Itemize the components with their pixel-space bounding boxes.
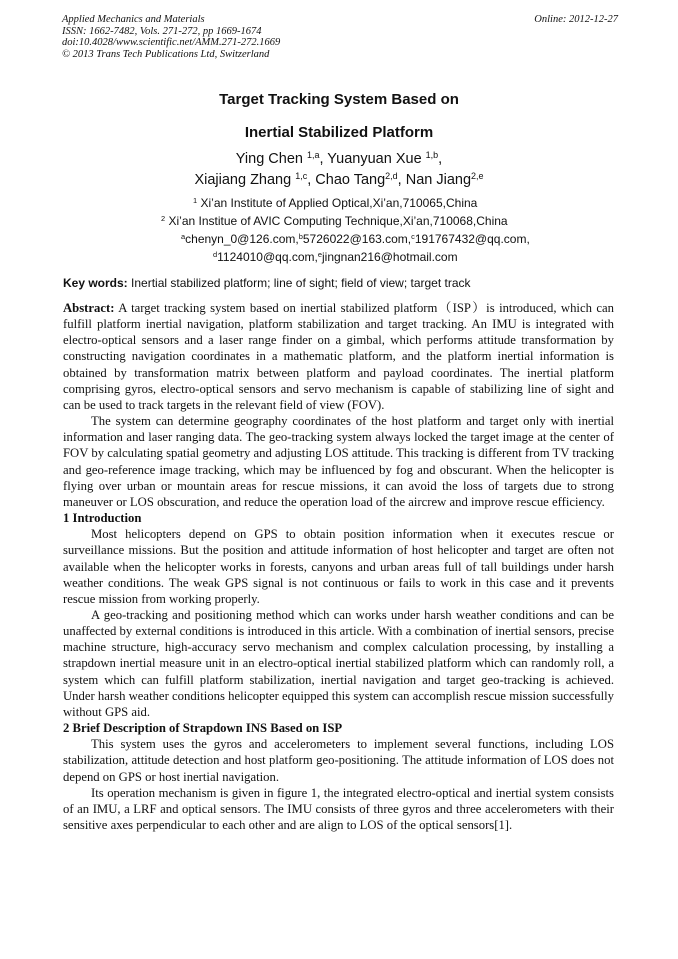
- email-line-1: $^a$chenyn_0@126.com,$^b$5726022@163.com,$^c$191767432@qq.com,: [181, 231, 530, 246]
- paper-body: [63, 300, 614, 833]
- author-name: Yuanyuan Xue: [327, 151, 422, 167]
- author-line-2: Xiajiang Zhang $^{1,c}$, Chao Tang$^{2,d}$, Nan Jiang$^{2,e}$: [194, 171, 484, 188]
- author-sup: 1,b: [425, 150, 439, 161]
- author-line-1: Ying Chen $^{1,a}$, Yuanyuan Xue $^{1,b}$,: [235, 150, 443, 167]
- online-date: Online: 2012-12-27: [534, 14, 618, 25]
- copyright-line: © 2013 Trans Tech Publications Ltd, Switzerland: [62, 48, 270, 60]
- intro-paragraph-2: A geo-tracking and positioning method which can works under harsh weather conditions and can be unaffected by external conditions is introduced in this article. With a combination of inertial sensors, precise machine structure, high-accuracy servo mechanism and complex calculation processing, by installing a strapdown inertial measure unit in an electro-optical inertial stabilized platform which can randomly roll, a system which can fulfill platform stabilization, inertial navigation and target geo-tracking is achieved. Under harsh weather conditions helicopter equipped this system can accomplish rescue mission successfully without GPS aid.: [63, 607, 614, 719]
- keywords-text: Inertial stabilized platform; line of sight; field of view; target track: [131, 276, 471, 290]
- abstract-label: Abstract:: [63, 301, 115, 315]
- affiliation-1: $^1$ Xi’an Institute of Applied Optical,Xi’an,710065,China: [193, 195, 478, 210]
- author-name: Chao Tang: [315, 172, 386, 188]
- paper-title-line-2: Inertial Stabilized Platform: [244, 124, 434, 141]
- journal-name: Applied Mechanics and Materials: [62, 14, 205, 25]
- author-name: Xiajiang Zhang: [194, 172, 292, 188]
- author-name: Ying Chen: [235, 151, 303, 167]
- author-sup: 1,c: [295, 171, 308, 182]
- section2-paragraph-1: This system uses the gyros and accelerometers to implement several functions, including LOS stabilization, attitude detection and host platform geo-positioning. The attitude information of LOS does not depend on GPS or host inertial navigation.: [63, 737, 614, 784]
- abstract-paragraph-2: The system can determine geography coordinates of the host platform and target only with inertial information and laser ranging data. The geo-tracking system always locked the target image at the center of FOV by calculating spatial geometry and adjusting LOS attitude. This tracking is different from TV tracking and geo-reference image tracking, which may be influenced by fog and obscurant. When the helicopter is flying over urban or mountain areas for rescue missions, it can avoid the loss of targets due to strong maneuver or LOS obscuration, and reduce the operation load of the aircrew and improve rescue efficiency.: [63, 414, 614, 509]
- affiliation-2: $^2$ Xi’an Institue of AVIC Computing Technique,Xi’an,710068,China: [161, 213, 508, 228]
- abstract-paragraph-1: Abstract: A target tracking system based on inertial stabilized platform（ISP）is introduced, which can fulfill platform inertial navigation, platform stabilization and target tracking. An IMU is integrated with electro-optical sensors and a laser range finder on a gimbal, which performs attitude transformation by constructing navigation coordinates in a mathematic platform, and the platform inertial information is obtained by transformation matrix between platform and payload coordinates. The inertial platform comprising gyros, electro-optical sensors and servo mechanism is capable of stabilizing line of sight and can be used to track targets in the relevant field of view (FOV).: [63, 301, 614, 412]
- author-sup: 2,e: [471, 171, 484, 182]
- keywords: [63, 276, 623, 290]
- author-name: Nan Jiang: [405, 172, 472, 188]
- issn-line: ISSN: 1662-7482, Vols. 271-272, pp 1669-1674: [62, 25, 262, 37]
- author-sup: 2,d: [385, 171, 398, 182]
- author-list: [0, 149, 678, 191]
- keywords-label: Key words:: [63, 276, 128, 290]
- paper-title-line-1: Target Tracking System Based on: [219, 91, 459, 108]
- section-heading-introduction: 1 Introduction: [63, 511, 142, 526]
- email-line-2: $^d$1124010@qq.com,$^e$jingnan216@hotmail.com: [213, 249, 458, 264]
- section-heading-strapdown-ins: 2 Brief Description of Strapdown INS Based on ISP: [63, 721, 343, 736]
- section2-paragraph-2: Its operation mechanism is given in figure 1, the integrated electro-optical and inertial system consists of an IMU, a LRF and optical sensors. The IMU consists of three gyros and three accelerometers with their sensitive axes perpendicular to each other and are align to LOS of the optical sensors[1].: [63, 785, 614, 832]
- journal-header: [62, 14, 618, 60]
- author-sup: 1,a: [307, 150, 320, 161]
- doi-line: doi:10.4028/www.scientific.net/AMM.271-272.1669: [62, 37, 281, 49]
- intro-paragraph-1: Most helicopters depend on GPS to obtain position information when it executes rescue or surveillance missions. But the position and attitude information of host helicopter and target are often not available when the helicopter works in forests, canyons and urban areas full of tall buildings under harsh weather conditions. The weak GPS signal is not continuous or fails to work in this case and it prevents rescue mission from working properly.: [63, 527, 614, 606]
